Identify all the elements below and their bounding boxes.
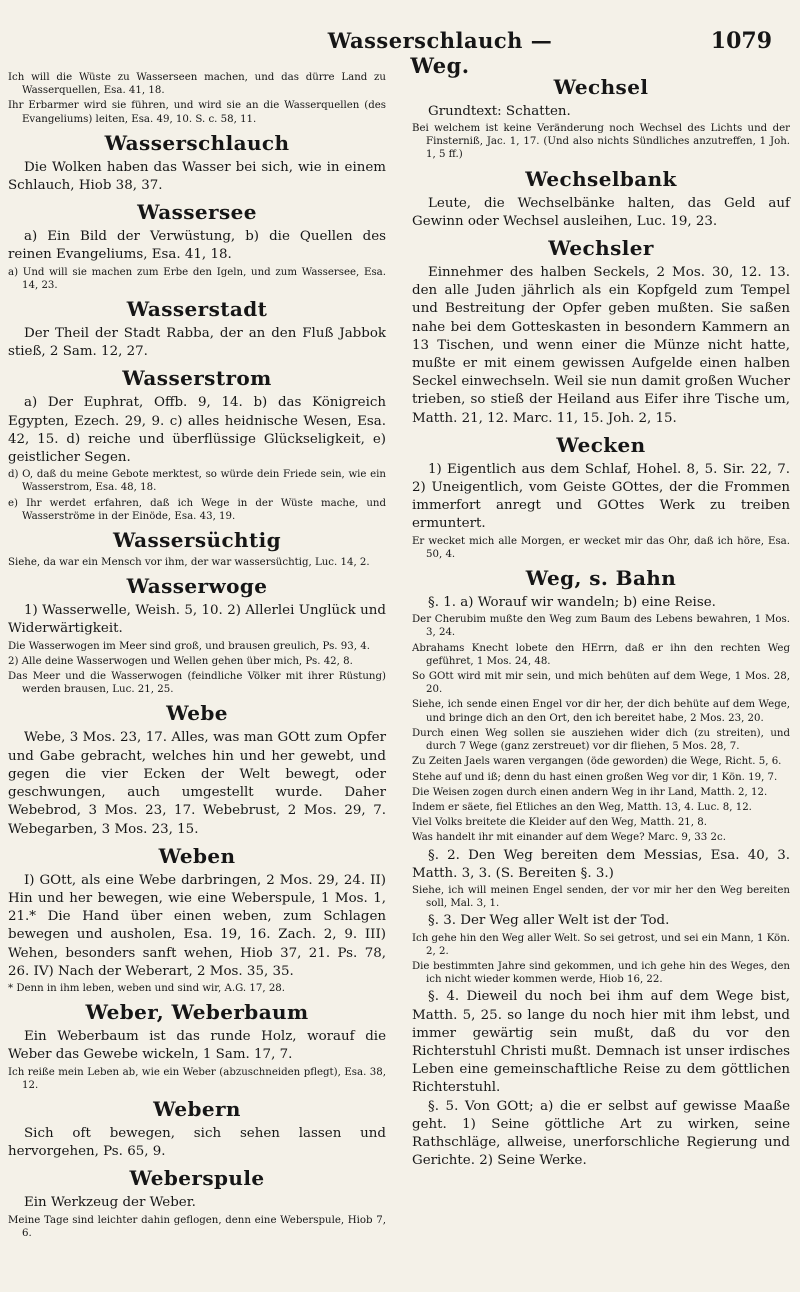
citation-text: Die Wasserwogen im Meer sind groß, und brausen greulich, Ps. 93, 4. bbox=[8, 640, 370, 652]
entry-heading: Wechsler bbox=[548, 236, 654, 261]
citation-text: Ich reiße mein Leben ab, wie ein Weber (abzuschneiden pflegt), Esa. 38, 12. bbox=[8, 1066, 386, 1091]
body-paragraph: Die Wolken haben das Wasser bei sich, wie in einem Schlauch, Hiob 38, 37. bbox=[8, 159, 386, 194]
entry-heading: Wechselbank bbox=[525, 166, 677, 191]
citation-text: Was handelt ihr mit einander auf dem Wege? Marc. 9, 33 2c. bbox=[412, 832, 726, 844]
body-paragraph: a) Der Euphrat, Offb. 9, 14. b) das Königreich Egypten, Ezech. 29, 9. c) alles heidnische Wesen, Esa. 42, 15. d) reiche und überflüssige Glückseligkeit, e) geistlicher Segen. bbox=[8, 395, 386, 466]
citation-text: Viel Volks breitete die Kleider auf den Weg, Matth. 21, 8. bbox=[412, 817, 707, 829]
citation-text: Siehe, ich sende einen Engel vor dir her, der dich behüte auf dem Wege, und bringe dich an den Ort, den ich bereitet habe, 2 Mos. 23, 20. bbox=[412, 699, 790, 724]
entry-heading: Wasserschlauch bbox=[104, 130, 290, 155]
citation-text: Das Meer und die Wasserwogen (feindliche Völker mit ihrer Rüstung) werden brausen, Luc. 21, 25. bbox=[8, 671, 386, 696]
citation-text: Durch einen Weg sollen sie ausziehen wider dich (zu streiten), und durch 7 Wege (ganz zerstreuet) vor dir fliehen, 5 Mos. 28, 7. bbox=[412, 727, 790, 753]
entry-heading: Wechsel bbox=[553, 75, 649, 99]
entry-heading: Webern bbox=[153, 1096, 241, 1121]
citation-text: So GOtt wird mit mir sein, und mich behüten auf dem Wege, 1 Mos. 28, 20. bbox=[412, 671, 790, 696]
body-paragraph: 1) Eigentlich aus dem Schlaf, Hohel. 8, 5. Sir. 22, 7. 2) Uneigentlich, vom Geiste GOttes, der die Frommen immerfort anregt und GOttes Werk zu treiben ermuntert. bbox=[412, 461, 790, 532]
entry-heading: Wasserstrom bbox=[122, 366, 272, 391]
citation-text: Die Weisen zogen durch einen andern Weg in ihr Land, Matth. 2, 12. bbox=[412, 786, 768, 798]
citation-text: * Denn in ihm leben, weben und sind wir, A.G. 17, 28. bbox=[8, 982, 286, 994]
citation-text: Meine Tage sind leichter dahin geflogen, denn eine Weberspule, Hiob 7, 6. bbox=[8, 1214, 386, 1239]
citation-text: Indem er säete, fiel Etliches an den Weg, Matth. 13, 4. Luc. 8, 12. bbox=[412, 801, 752, 813]
body-paragraph: §. 2. Den Weg bereiten dem Messias, Esa. 40, 3. Matth. 3, 3. (S. Bereiten §. 3.) bbox=[412, 847, 790, 881]
entry-heading: Weber, Weberbaum bbox=[85, 1000, 309, 1025]
body-paragraph: Webe, 3 Mos. 23, 17. Alles, was man GOtt zum Opfer und Gabe gebracht, welches hin und her gewebt, und gegen die vier Ecken der Welt bewegt, oder geschwungen, auch umgestellt wurde. Daher Webebrod, 3 Mos. 23, 17. Webebrust, 2 Mos. 29, 7. Webegarben, 3 Mos. 23, 15. bbox=[8, 730, 386, 837]
citation-text: Siehe, da war ein Mensch vor ihm, der war wassersüchtig, Luc. 14, 2. bbox=[8, 557, 370, 569]
citation-text: a) Und will sie machen zum Erbe den Igeln, und zum Wassersee, Esa. 14, 23. bbox=[8, 266, 386, 291]
citation-text: Bei welchem ist keine Veränderung noch Wechsel des Lichts und der Finsterniß, Jac. 1, 17. (Und also nichts Sündliches anzutreffen, 1 Joh. 1, 5 ff.) bbox=[412, 123, 790, 161]
left-column bbox=[8, 70, 386, 1242]
citation-text: d) O, daß du meine Gebote merktest, so würde dein Friede sein, wie ein Wasserstrom, Esa. 48, 18. bbox=[8, 469, 386, 494]
body-paragraph: Ein Weberbaum ist das runde Holz, worauf die Weber das Gewebe wickeln, 1 Sam. 17, 7. bbox=[8, 1029, 386, 1063]
running-title: Wasserschlauch — Weg. bbox=[327, 28, 553, 78]
body-paragraph: Der Theil der Stadt Rabba, der an den Fluß Jabbok stieß, 2 Sam. 12, 27. bbox=[8, 326, 386, 360]
subheading-text: Grundtext: Schatten. bbox=[428, 104, 571, 119]
citation-text: Siehe, ich will meinen Engel senden, der vor mir her den Weg bereiten soll, Mal. 3, 1. bbox=[412, 884, 790, 910]
entry-heading: Wassersüchtig bbox=[112, 528, 281, 553]
citation-text: Ihr Erbarmer wird sie führen, und wird sie an die Wasserquellen (des Evangeliums) leiten, Esa. 49, 10. S. c. 58, 11. bbox=[8, 100, 386, 125]
citation-text: e) Ihr werdet erfahren, daß ich Wege in der Wüste mache, und Wasserströme in der Einöde, Esa. 43, 19. bbox=[8, 497, 386, 522]
citation-text: Der Cherubim mußte den Weg zum Baum des Lebens bewahren, 1 Mos. 3, 24. bbox=[412, 614, 790, 639]
body-paragraph: Einnehmer des halben Seckels, 2 Mos. 30, 12. 13. den alle Juden jährlich als ein Kopfgeld zum Tempel und Bestreitung der Opfer geben mußten. Sie saßen nahe bei dem Gotteskasten in besondern Kammern an 13 Tischen, und wenn einer die Münze nicht hatte, mußte er mit einem gewissen Aufgelde einen halben Seckel einwechseln. Weil sie nun damit großen Wucher trieben, so stieß der Heiland aus Eifer ihre Tische um, Matth. 21, 12. Marc. 11, 15. Joh. 2, 15. bbox=[412, 265, 790, 426]
citation-text: Abrahams Knecht lobete den HErrn, daß er ihn den rechten Weg geführet, 1 Mos. 24, 48. bbox=[412, 642, 790, 667]
citation-text: Die bestimmten Jahre sind gekommen, und ich gehe hin des Weges, den ich nicht wieder kommen werde, Hiob 16, 22. bbox=[412, 960, 790, 986]
running-head bbox=[0, 28, 800, 78]
body-paragraph: a) Ein Bild der Verwüstung, b) die Quellen des reinen Evangeliums, Esa. 41, 18. bbox=[8, 229, 386, 263]
body-paragraph: §. 4. Dieweil du noch bei ihm auf dem Wege bist, Matth. 5, 25. so lange du noch hier mit ihm lebst, und immer gewärtig sein mußt, daß du vor den Richterstuhl Christi mußt. Demnach ist unser irdisches Leben eine gemeinschaftliche Reise zu dem göttlichen Richterstuhl. bbox=[412, 989, 790, 1096]
body-paragraph: Sich oft bewegen, sich sehen lassen und hervorgehen, Ps. 65, 9. bbox=[8, 1125, 386, 1160]
body-paragraph: Leute, die Wechselbänke halten, das Geld auf Gewinn oder Wechsel ausleihen, Luc. 19, 23. bbox=[412, 195, 790, 229]
body-paragraph: §. 3. Der Weg aller Welt ist der Tod. bbox=[428, 913, 670, 929]
right-column bbox=[412, 70, 790, 1170]
citation-text: 2) Alle deine Wasserwogen und Wellen gehen über mich, Ps. 42, 8. bbox=[8, 655, 353, 667]
entry-heading: Wecken bbox=[556, 432, 646, 457]
body-paragraph: §. 1. a) Worauf wir wandeln; b) eine Reise. bbox=[428, 595, 716, 611]
body-paragraph: §. 5. Von GOtt; a) die er selbst auf gewisse Maaße geht. 1) Seine göttliche Art zu wirken, seine Rathschläge, allweise, unerforschliche Regierung und Gerichte. 2) Seine Werke. bbox=[412, 1098, 790, 1169]
entry-heading: Wasserstadt bbox=[126, 297, 268, 322]
entry-heading: Wassersee bbox=[137, 200, 257, 225]
entry-heading: Webe bbox=[166, 701, 228, 726]
citation-text: Er wecket mich alle Morgen, er wecket mir das Ohr, daß ich höre, Esa. 50, 4. bbox=[412, 535, 790, 560]
entry-heading: Weberspule bbox=[129, 1166, 265, 1191]
citation-text: Zu Zeiten Jaels waren vergangen (öde geworden) die Wege, Richt. 5, 6. bbox=[412, 756, 782, 768]
entry-heading: Weben bbox=[158, 843, 236, 868]
entry-heading: Weg, s. Bahn bbox=[525, 566, 677, 591]
body-paragraph: Ein Werkzeug der Weber. bbox=[24, 1195, 196, 1211]
page-number: 1079 bbox=[710, 28, 772, 54]
citation-text: Ich gehe hin den Weg aller Welt. So sei getrost, und sei ein Mann, 1 Kön. 2, 2. bbox=[412, 932, 790, 957]
body-paragraph: I) GOtt, als eine Webe darbringen, 2 Mos. 29, 24. II) Hin und her bewegen, wie eine Weberspule, 1 Mos. 1, 21.* Die Hand über einen weben, zum Schlagen bewegen und ausholen, Esa. 19, 16. Zach. 2, 9. III) Wehen, besonders sanft wehen, Hiob 37, 21. Ps. 78, 26. IV) Nach der Weberart, 2 Mos. 35, 35. bbox=[8, 872, 386, 979]
citation-text: Ich will die Wüste zu Wasserseen machen, und das dürre Land zu Wasserquellen, Esa. 41, 18. bbox=[8, 72, 386, 97]
entry-heading: Wasserwoge bbox=[126, 574, 268, 599]
body-paragraph: 1) Wasserwelle, Weish. 5, 10. 2) Allerlei Unglück und Widerwärtigkeit. bbox=[8, 603, 386, 637]
citation-text: Stehe auf und iß; denn du hast einen großen Weg vor dir, 1 Kön. 19, 7. bbox=[412, 771, 778, 783]
